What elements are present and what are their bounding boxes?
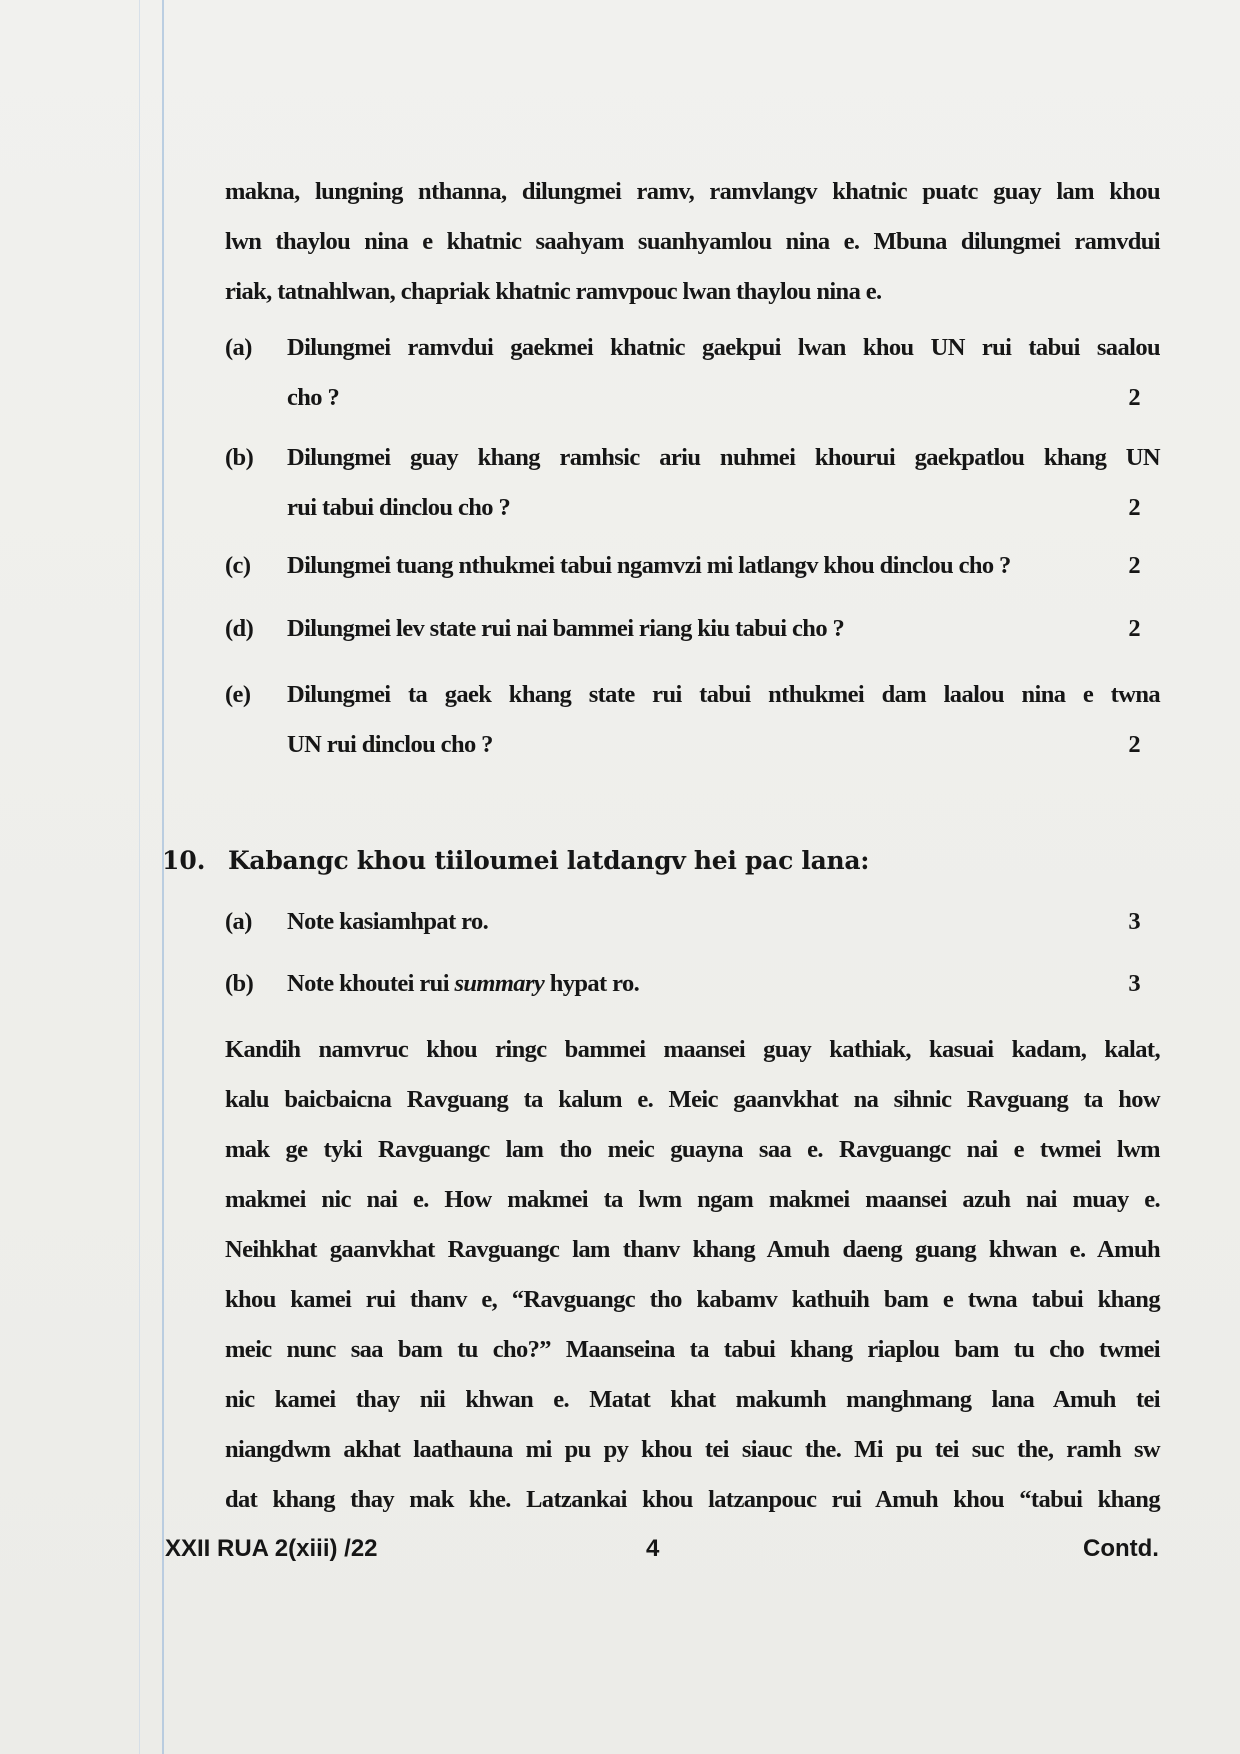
item-label: (d) (225, 615, 254, 642)
item-marks: 2 (1128, 384, 1140, 411)
item-text (287, 670, 1160, 770)
item-line: Dilungmei ramvdui gaekmei khatnic gaekpui lwan khou UN rui tabui saalou (287, 334, 1160, 361)
item-text-before: Note khoutei rui (287, 970, 455, 997)
item-label: (b) (225, 970, 254, 997)
item-line: cho ? (287, 384, 340, 411)
item-line: UN rui dinclou cho ? (287, 731, 493, 758)
contd-label: Contd. (1083, 1535, 1159, 1562)
passage-line: makmei nic nai e. How makmei ta lwm ngam makmei maansei azuh nai muay e. (225, 1186, 1160, 1213)
item-line: Dilungmei tuang nthukmei tabui ngamvzi mi latlangv khou dinclou cho ? (287, 552, 1011, 579)
item-text-after: hypat ro. (544, 970, 640, 997)
item-text (287, 433, 1160, 533)
intro-line: riak, tatnahlwan, chapriak khatnic ramvpouc lwan thaylou nina e. (225, 278, 882, 305)
item-marks: 2 (1128, 731, 1140, 758)
item-text-emphasis: summary (454, 970, 545, 997)
item-text (287, 959, 987, 1009)
question-number: 10. (162, 846, 206, 875)
passage-line: meic nunc saa bam tu cho?” Maanseina ta tabui khang riaplou bam tu cho twmei (225, 1336, 1160, 1363)
question-item-a (225, 323, 1160, 423)
intro-line: makna, lungning nthanna, dilungmei ramv, ramvlangv khatnic puatc guay lam khou (225, 178, 1160, 205)
item-marks: 2 (1128, 494, 1140, 521)
passage-line: nic kamei thay nii khwan e. Matat khat makumh manghmang lana Amuh tei (225, 1386, 1160, 1413)
item-line: Dilungmei lev state rui nai bammei riang kiu tabui cho ? (287, 615, 845, 642)
item-label: (b) (225, 444, 254, 471)
page-number: 4 (646, 1535, 660, 1562)
item-line: Dilungmei guay khang ramhsic ariu nuhmei khourui gaekpatlou khang UN (287, 444, 1160, 471)
item-label: (a) (225, 334, 252, 361)
passage-line: Neihkhat gaanvkhat Ravguangc lam thanv khang Amuh daeng guang khwan e. Amuh (225, 1236, 1160, 1263)
question-item-e (225, 670, 1160, 770)
passage (225, 1025, 1160, 1525)
passage-line: niangdwm akhat laathauna mi pu py khou tei siauc the. Mi pu tei suc the, ramh sw (225, 1436, 1160, 1463)
item-text: Note kasiamhpat ro. (287, 908, 489, 935)
item-text (287, 323, 1160, 423)
item-text (287, 541, 1087, 591)
item-text (287, 604, 1087, 654)
question-title: Kabangc khou tiiloumei latdangv hei pac lana: (228, 846, 870, 875)
intro-line: lwn thaylou nina e khatnic saahyam suanhyamlou nina e. Mbuna dilungmei ramvdui (225, 228, 1160, 255)
item-line: Dilungmei ta gaek khang state rui tabui nthukmei dam laalou nina e twna (287, 681, 1160, 708)
intro-paragraph (225, 167, 1160, 317)
passage-line: mak ge tyki Ravguangc lam tho meic guayna saa e. Ravguangc nai e twmei lwm (225, 1136, 1160, 1163)
passage-line: khou kamei rui thanv e, “Ravguangc tho kabamv kathuih bam e twna tabui khang (225, 1286, 1160, 1313)
item-marks: 3 (1128, 970, 1140, 997)
item-line: rui tabui dinclou cho ? (287, 494, 511, 521)
item-label: (c) (225, 552, 251, 579)
item-marks: 2 (1128, 615, 1140, 642)
margin-rule-outer (139, 0, 140, 1754)
passage-line: dat khang thay mak khe. Latzankai khou latzanpouc rui Amuh khou “tabui khang (225, 1486, 1160, 1513)
item-marks: 3 (1128, 908, 1140, 935)
item-label: (e) (225, 681, 251, 708)
passage-line: kalu baicbaicna Ravguang ta kalum e. Meic gaanvkhat na sihnic Ravguang ta how (225, 1086, 1160, 1113)
item-marks: 2 (1128, 552, 1140, 579)
paper-code: XXII RUA 2(xiii) /22 (165, 1535, 378, 1562)
passage-line: Kandih namvruc khou ringc bammei maansei guay kathiak, kasuai kadam, kalat, (225, 1036, 1160, 1063)
question-item-b (225, 433, 1160, 533)
item-label: (a) (225, 908, 252, 935)
margin-rule (162, 0, 164, 1754)
